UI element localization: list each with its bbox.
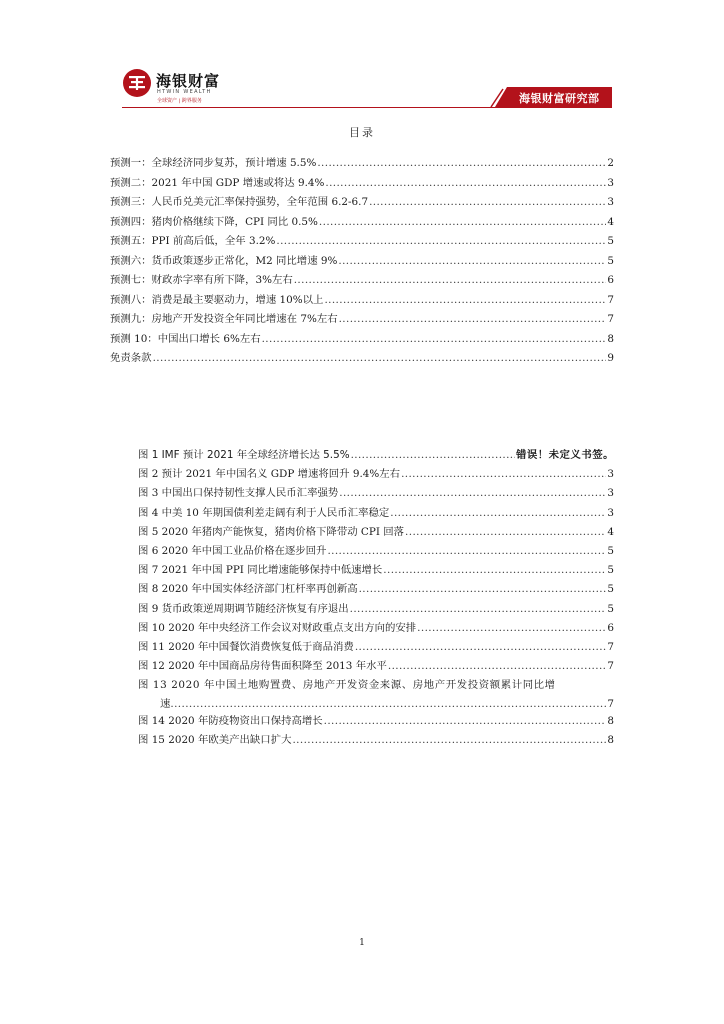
toc-item-page: 4 xyxy=(607,215,614,228)
figure-item-label: 图 2 预计 2021 年中国名义 GDP 增速将回升 9.4%左右 xyxy=(138,468,401,481)
toc-item[interactable] xyxy=(110,232,614,252)
toc-item-page: 7 xyxy=(607,313,614,325)
figure-item-label: 图 3 中国出口保持韧性支撑人民币汇率强势 xyxy=(138,487,339,500)
toc-item-page: 3 xyxy=(607,176,614,189)
brand-logo-icon xyxy=(122,68,152,98)
figure-item[interactable] xyxy=(138,580,614,599)
figure-item[interactable] xyxy=(138,561,614,580)
brand-name-en: HTWIN WEALTH xyxy=(157,89,212,95)
figure-item-page: 7 xyxy=(607,698,614,711)
leader-dots xyxy=(276,235,606,247)
figure-item-page: 5 xyxy=(607,544,614,557)
toc-item-page: 5 xyxy=(607,254,614,267)
leader-dots xyxy=(405,526,606,538)
figure-item-page: 4 xyxy=(607,525,614,538)
toc-item[interactable] xyxy=(110,310,614,330)
toc-title: 目录 xyxy=(349,126,375,139)
figure-item[interactable] xyxy=(138,619,614,638)
toc-item[interactable] xyxy=(110,349,614,369)
leader-dots xyxy=(351,449,515,461)
figure-item-label-continued: 速 xyxy=(160,698,171,711)
figure-item-label: 图 6 2020 年中国工业品价格在逐步回升 xyxy=(138,544,327,557)
department-tab xyxy=(489,87,612,107)
leader-dots xyxy=(383,564,606,576)
toc-item-page: 9 xyxy=(607,352,614,364)
leader-dots xyxy=(170,698,607,710)
figure-item[interactable] xyxy=(138,676,614,712)
figure-item-label: 图 10 2020 年中央经济工作会议对财政重点支出方向的安排 xyxy=(138,621,417,634)
bookmark-error: 错误！未定义书签。 xyxy=(515,449,614,461)
leader-dots xyxy=(350,603,607,615)
toc-item-label: 预测四：猪肉价格继续下降，CPI 同比 0.5% xyxy=(110,215,318,228)
toc-item[interactable] xyxy=(110,193,614,213)
toc-item[interactable] xyxy=(110,330,614,350)
figure-item-page: 5 xyxy=(607,583,614,596)
leader-dots xyxy=(338,255,606,267)
toc-item-page: 3 xyxy=(607,196,614,208)
leader-dots xyxy=(401,468,606,480)
toc-item-label: 预测六：货币政策逐步正常化，M2 同比增速 9% xyxy=(110,254,338,267)
leader-dots xyxy=(317,157,606,169)
leader-dots xyxy=(153,352,607,364)
figure-list xyxy=(138,446,614,751)
toc-item[interactable] xyxy=(110,291,614,311)
figure-item[interactable] xyxy=(138,657,614,676)
leader-dots xyxy=(355,641,607,653)
figure-item-label: 图 9 货币政策逆周期调节随经济恢复有序退出 xyxy=(138,602,349,615)
figure-item-label: 图 14 2020 年防疫物资出口保持高增长 xyxy=(138,715,323,728)
toc-item-label: 预测九：房地产开发投资全年同比增速在 7%左右 xyxy=(110,313,338,325)
figure-item[interactable] xyxy=(138,504,614,523)
figure-item-label: 图 15 2020 年欧美产出缺口扩大 xyxy=(138,734,292,747)
page-number: 1 xyxy=(359,938,365,948)
toc-item-label: 预测七：财政赤字率有所下降，3%左右 xyxy=(110,274,293,286)
leader-dots xyxy=(417,622,606,634)
leader-dots xyxy=(339,313,607,325)
figure-item[interactable] xyxy=(138,712,614,731)
figure-item[interactable] xyxy=(138,523,614,542)
toc-item-label: 预测二：2021 年中国 GDP 增速或将达 9.4% xyxy=(110,176,325,189)
leader-dots xyxy=(324,715,607,727)
figure-item-page: 5 xyxy=(607,602,614,615)
figure-item-label: 图 7 2021 年中国 PPI 同比增速能够保持中低速增长 xyxy=(138,564,383,577)
figure-item-page: 3 xyxy=(607,506,614,519)
toc-item[interactable] xyxy=(110,154,614,174)
figure-item[interactable] xyxy=(138,465,614,484)
figure-item-label: 图 1 IMF 预计 2021 年全球经济增长达 5.5% xyxy=(138,449,350,461)
leader-dots xyxy=(327,545,606,557)
toc-item-label: 预测一：全球经济同步复苏，预计增速 5.5% xyxy=(110,157,317,169)
leader-dots xyxy=(359,583,607,595)
figure-item-label: 图 13 2020 年中国土地购置费、房地产开发资金来源、房地产开发投资额累计同比增 xyxy=(138,679,556,692)
brand-slogan: 全球资产 | 跨界服务 xyxy=(157,98,202,104)
department-label: 海银财富研究部 xyxy=(519,92,600,105)
figure-item[interactable] xyxy=(138,638,614,657)
leader-dots xyxy=(292,734,606,746)
leader-dots xyxy=(390,507,606,519)
leader-dots xyxy=(319,216,606,228)
toc-item-page: 6 xyxy=(607,274,614,286)
figure-item-page: 8 xyxy=(607,734,614,747)
toc-item-label: 预测三：人民币兑美元汇率保持强势，全年范围 6.2-6.7 xyxy=(110,196,369,208)
brand-name-cn: 海银财富 xyxy=(156,72,221,90)
toc-item-label: 预测八：消费是最主要驱动力，增速 10%以上 xyxy=(110,293,324,306)
leader-dots xyxy=(294,274,607,286)
toc-item-label: 免责条款 xyxy=(110,352,152,364)
figure-item-page: 6 xyxy=(607,621,614,634)
leader-dots xyxy=(388,660,607,672)
leader-dots xyxy=(262,333,607,345)
leader-dots xyxy=(369,196,606,208)
figure-item-page: 8 xyxy=(607,715,614,728)
figure-item-label: 图 8 2020 年中国实体经济部门杠杆率再创新高 xyxy=(138,583,358,596)
toc-item[interactable] xyxy=(110,252,614,272)
toc-item[interactable] xyxy=(110,213,614,233)
toc-item-label: 预测 10：中国出口增长 6%左右 xyxy=(110,332,261,345)
figure-item-page: 7 xyxy=(607,640,614,653)
figure-item-label: 图 11 2020 年中国餐饮消费恢复低于商品消费 xyxy=(138,640,354,653)
figure-item-label: 图 4 中美 10 年期国债利差走阔有利于人民币汇率稳定 xyxy=(138,506,390,519)
figure-item-label: 图 12 2020 年中国商品房待售面积降至 2013 年水平 xyxy=(138,660,387,673)
figure-item-page: 7 xyxy=(607,660,614,673)
figure-item-page: 5 xyxy=(607,564,614,577)
header-divider xyxy=(122,107,612,108)
toc-item-page: 5 xyxy=(607,235,614,247)
brand-logo xyxy=(122,68,232,106)
toc-item-label: 预测五：PPI 前高后低，全年 3.2% xyxy=(110,235,276,247)
leader-dots xyxy=(339,487,606,499)
figure-item[interactable] xyxy=(138,600,614,619)
figure-item[interactable] xyxy=(138,446,614,465)
figure-item[interactable] xyxy=(138,542,614,561)
toc-item-page: 8 xyxy=(607,332,614,345)
leader-dots xyxy=(325,177,606,189)
table-of-contents xyxy=(110,154,614,369)
figure-item-page: 3 xyxy=(607,468,614,481)
figure-item-page: 3 xyxy=(607,487,614,500)
figure-item[interactable] xyxy=(138,731,614,750)
figure-item-label: 图 5 2020 年猪肉产能恢复，猪肉价格下降带动 CPI 回落 xyxy=(138,525,405,538)
figure-item[interactable] xyxy=(138,484,614,503)
toc-item-page: 7 xyxy=(607,293,614,306)
leader-dots xyxy=(324,294,606,306)
toc-item[interactable] xyxy=(110,174,614,194)
toc-item-page: 2 xyxy=(607,157,614,169)
toc-item[interactable] xyxy=(110,271,614,291)
